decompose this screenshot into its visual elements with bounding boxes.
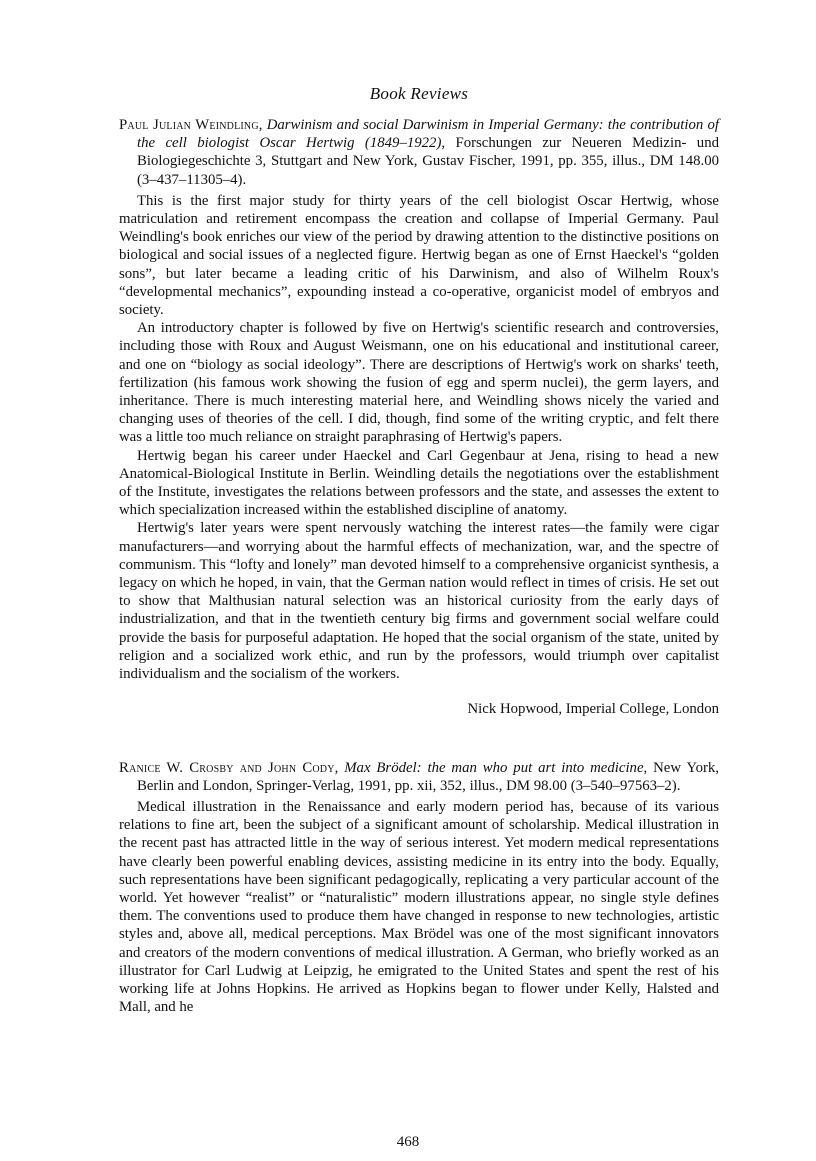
bibliographic-entry: Paul Julian Weindling, Darwinism and social Darwinism in Imperial Germany: the contribution of the cell biologist Oscar Hertwig (1849–1922), Forschungen zur Neueren Medizin- und Biologiegeschichte 3, Stuttgart and New York, Gustav Fischer, 1991, pp. 355, illus., DM 148.00 (3–437–11305–4).	[119, 117, 720, 188]
review-paragraph: This is the first major study for thirty years of the cell biologist Oscar Hertwig, whose matriculation and retirement encompass the creation and collapse of Imperial Germany. Paul Weindling's book enriches our view of the period by drawing attention to the distinctive positions on biological and social issues of a neglected figure. Hertwig began as one of Ernst Haeckel's “golden sons”, but later became a leading critic of his Darwinism, and also of Wilhelm Roux's “developmental mechanics”, expoundinɡ instead a co-operative, organicist model of embryos and society.	[119, 192, 719, 319]
review-paragraph: An introductory chapter is followed by five on Hertwig's scientific research and controversies, including those with Roux and August Weismann, one on his educational and institutional career, and one on “biology as social ideology”. There are descriptions of Hertwig's work on sharks' teeth, fertilization (his famous work showing the fusion of egg and sperm nuclei), the germ layers, and inheritance. There is much interesting material here, and Weindling shows nicely the varied and changing uses of theories of the cell. I did, though, find some of the writing cryptic, and felt there was a little too much reliance on straight paraphrasing of Hertwig's papers.	[119, 320, 719, 446]
bibliographic-entry: Ranice W. Crosby and John Cody, Max Brödel: the man who put art into medicine, New York, Berlin and London, Springer-Verlag, 1991, pp. xii, 352, illus., DM 98.00 (3–540–97563–2).	[119, 759, 719, 794]
page	[119, 84, 719, 1016]
review-author: Paul Julian Weindling	[119, 117, 259, 133]
publication-details: , New York, Berlin and London, Springer-Verlag, 1991, pp. xii, 352, illus., DM 98.00 (3–540–97563–2).	[137, 759, 719, 794]
review-paragraph: Hertwig's later years were spent nervously watching the interest rates—the family were cigar manufacturers—and worrying about the harmful effects of mechanization, war, and the spectre of communism. This “lofty and lonely” man devoted himself to a comprehensive organicist synthesis, a legacy on which he hoped, in vain, that the German nation would reflect in times of crisis. He set out to show that Malthusian natural selection was an historical curiosity from the early days of industrialization, and that in the twentieth century big firms and government social welfare could provide the basis for purposeful adaptation. He hoped that the social organism of the state, united by religion and a socialized work ethic, and run by the professors, would triumph over capitalist individualism and the socialism of the workers.	[119, 520, 719, 683]
page-number: 468	[396, 1134, 420, 1150]
publication-details: , Forschungen zur Neueren Medizin- und Biologiegeschichte 3, Stuttgart and New York, Gustav Fischer, 1991, pp. 355, illus., DM 148.00 (3–437–11305–4).	[137, 135, 720, 188]
review-paragraph: Hertwig began his career under Haeckel and Carl Gegenbaur at Jena, rising to head a new Anatomical-Biological Institute in Berlin. Weindling details the negotiations over the establishment of the Institute, investigates the relations between professors and the state, and assesses the extent to which specialization increased within the established discipline of anatomy.	[119, 447, 719, 519]
book-title: Max Brödel: the man who put art into medicine	[344, 759, 644, 776]
review-crosby-cody	[119, 759, 719, 1017]
reviewer-signature: Nick Hopwood, Imperial College, London	[467, 701, 719, 718]
book-title: Darwinism and social Darwinism in Imperial Germany: the contribution of the cell biologist Oscar Hertwig (1849–1922)	[137, 117, 719, 152]
review-author: Ranice W. Crosby and John Cody	[119, 759, 335, 776]
running-head: Book Reviews	[369, 84, 469, 103]
review-weindling	[119, 116, 719, 719]
review-paragraph: Medical illustration in the Renaissance and early modern period has, because of its various relations to fine art, been the subject of a significant amount of scholarship. Medical illustration in the recent past has attracted little in the way of serious interest. Yet modern medical representations have clearly been powerful enabling devices, assisting medicine in its entry into the body. Equally, such representations have been significant pedagogically, replicating a very particular account of the world. Yet however “realist” or “naturalistic” modern illustrations appear, no single style defines them. The conventions used to produce them have changed in response to new technologies, artistic styles and, above all, medical perceptions. Max Brödel was one of the most significant innovators and creators of the modern conventions of medical illustration. A German, who briefly worked as an illustrator for Carl Ludwig at Leipzig, he emigrated to the United States and spent the rest of his working life at Johns Hopkins. He arrived as Hopkins began to flower under Kelly, Halsted and Mall, and he	[119, 798, 719, 1016]
